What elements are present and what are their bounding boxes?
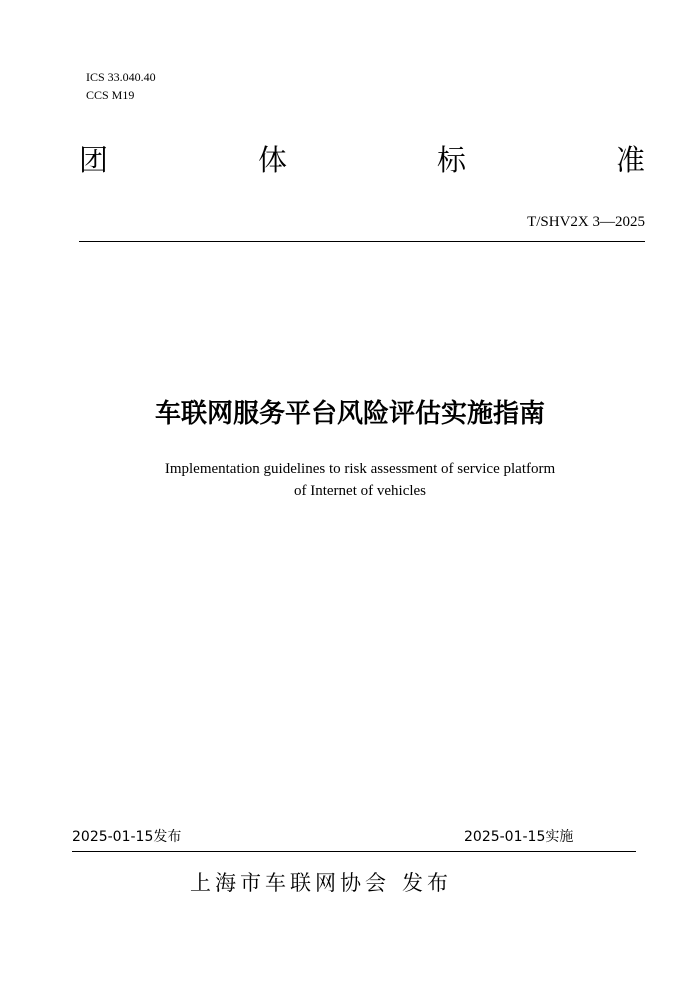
implementation-date: 2025-01-15实施 xyxy=(464,829,574,845)
standard-type-char: 团 xyxy=(79,143,109,177)
publisher-action: 发布 xyxy=(402,871,452,895)
standard-type-char: 标 xyxy=(436,143,466,177)
standard-type-char: 准 xyxy=(615,143,645,177)
publisher xyxy=(190,868,520,898)
header-divider xyxy=(79,241,645,242)
issue-date: 2025-01-15发布 xyxy=(72,829,182,845)
title-chinese: 车联网服务平台风险评估实施指南 xyxy=(154,399,545,429)
standard-type-char: 体 xyxy=(257,143,287,177)
standard-number: T/SHV2X 3—2025 xyxy=(527,214,645,230)
publisher-organization: 上海市车联网协会 xyxy=(190,871,390,895)
footer-divider xyxy=(72,851,636,852)
ics-code: ICS 33.040.40 xyxy=(86,70,156,84)
ccs-code: CCS M19 xyxy=(86,88,135,102)
title-english xyxy=(0,458,700,502)
standard-type xyxy=(79,140,645,180)
title-english-line: of Internet of vehicles xyxy=(293,483,427,499)
title-english-line: Implementation guidelines to risk assessment of service platform xyxy=(164,461,556,477)
